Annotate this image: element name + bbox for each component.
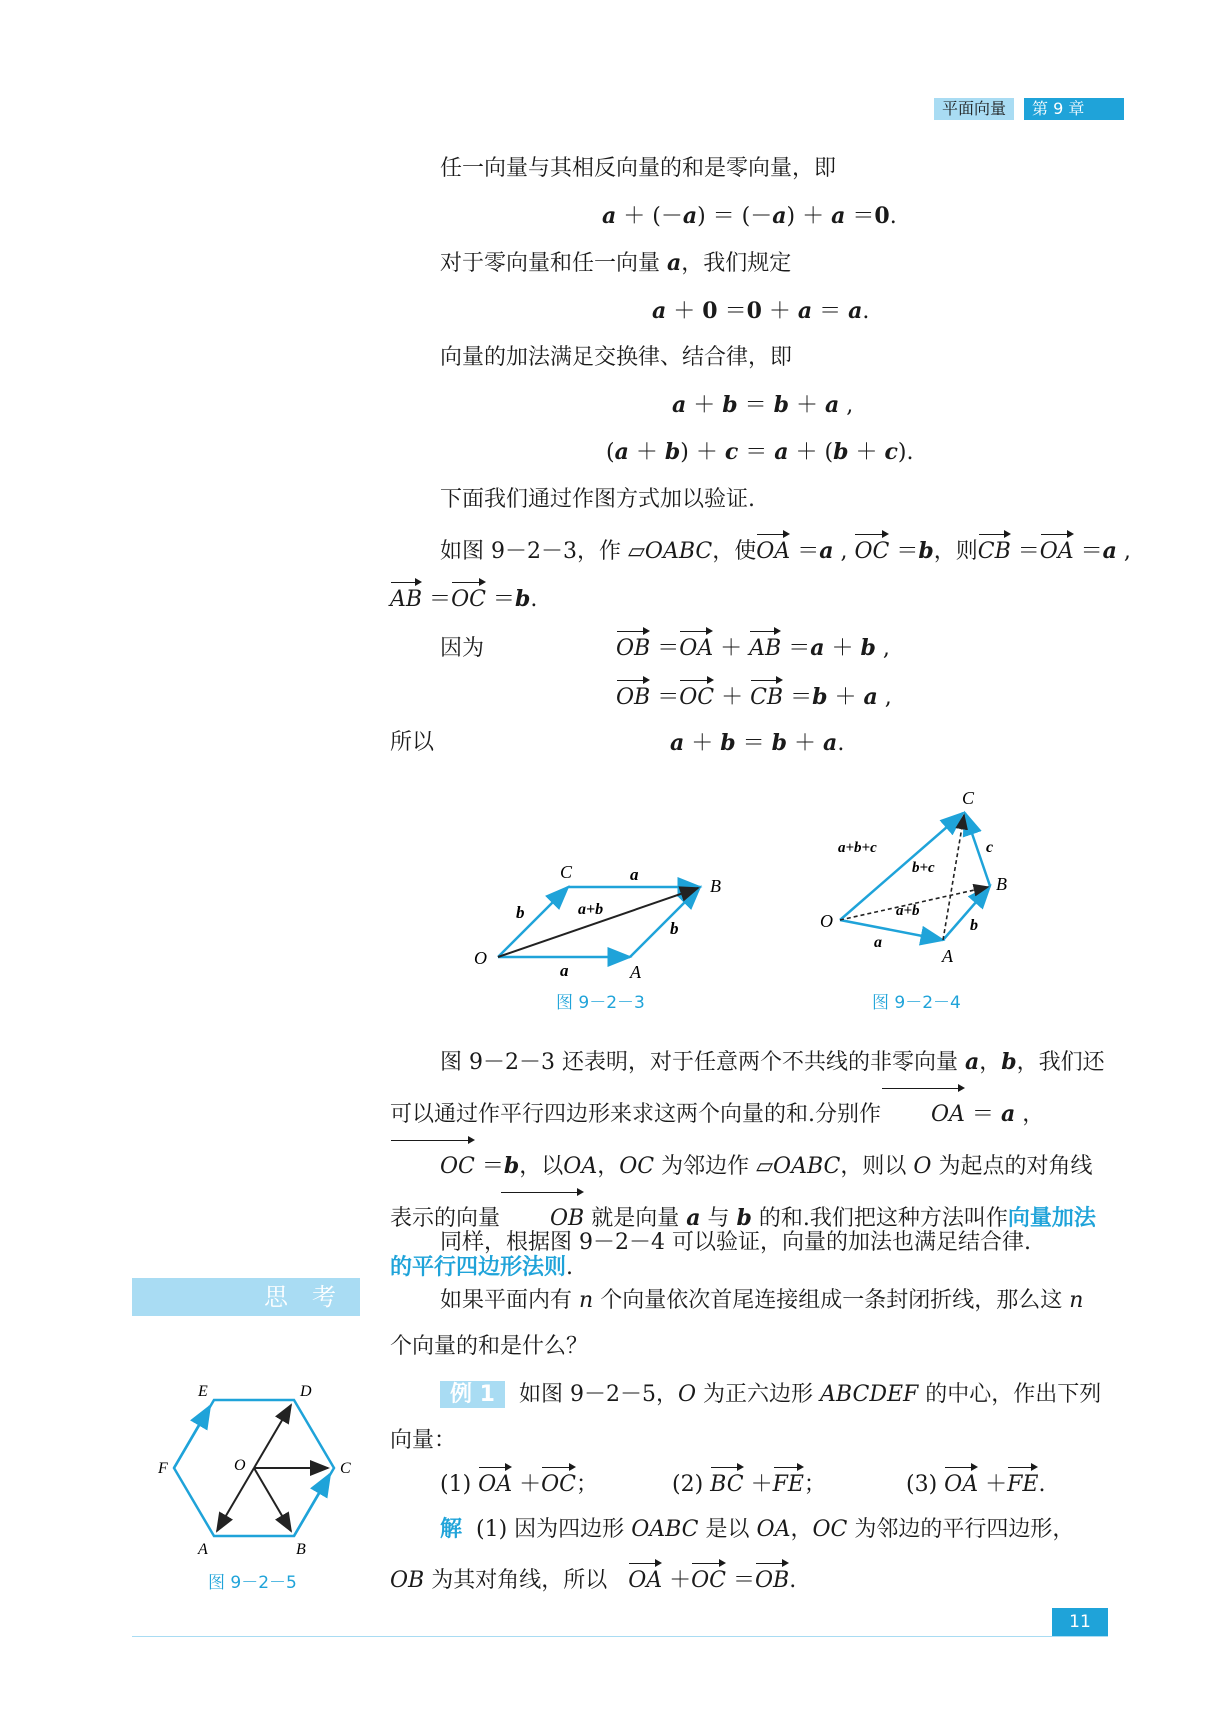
label-vec-c: c (986, 839, 994, 856)
figure-9-2-5 (150, 1378, 360, 1558)
figure-9-2-3 (460, 840, 760, 980)
formula-commutative: a ＋ b ＝ b ＋ a , (672, 392, 854, 418)
label-a: A (630, 962, 641, 980)
vector-ab (630, 887, 700, 957)
label-vec-b: b (970, 917, 978, 934)
label-vec-a: a (874, 934, 882, 951)
formula-associative: (a ＋ b) ＋ c ＝ a ＋ (b ＋ c). (606, 439, 914, 465)
example-q2: (2) BC ＋FE； (672, 1466, 826, 1500)
label-b-plus-c: b+c (912, 860, 935, 876)
footer-rule (132, 1636, 1108, 1637)
text-line-1: 任一向量与其相反向量的和是零向量，即 (440, 156, 837, 181)
label-c: C (560, 862, 573, 882)
label-b-left: b (516, 903, 525, 922)
label-b: B (996, 874, 1007, 894)
formula-ob-1: OB ＝OA ＋ AB ＝a ＋ b , (616, 630, 890, 664)
label-o: O (474, 948, 487, 968)
header-section: 平面向量 (934, 98, 1014, 120)
page-number: 11 (1052, 1608, 1108, 1636)
caption-9-2-4: 图 9－2－4 (872, 993, 961, 1013)
example-1: 例 1 如图 9－2－5，O 为正六边形 ABCDEF 的中心，作出下列向量： (390, 1382, 1102, 1453)
text-line-3: 对于零向量和任一向量 a，我们规定 (440, 250, 792, 276)
solution-line-1: 解 (1) 因为四边形 OABC 是以 OA，OC 为邻边的平行四边形， (440, 1516, 1075, 1542)
example-q1: (1) OA ＋OC； (440, 1466, 598, 1500)
text-associative-verify: 同样，根据图 9－2－4 可以验证，向量的加法也满足结合律. (440, 1230, 1031, 1255)
think-label: 思考 (132, 1278, 360, 1316)
so-label: 所以 (390, 730, 435, 755)
label-a-plus-b-plus-c: a+b+c (838, 840, 877, 856)
text-line-9: 如图 9－2－3，作 ▱OABC，使OA ＝a , OC ＝b，则CB ＝OA ＝a , (440, 533, 1131, 567)
text-line-10: AB ＝OC ＝b. (390, 581, 537, 615)
label-b: B (710, 876, 721, 896)
vector-oa (217, 1468, 254, 1531)
solution-label: 解 (440, 1516, 463, 1542)
label-a-top: a (630, 865, 639, 884)
label-o: O (234, 1457, 246, 1474)
example-badge: 例 1 (440, 1381, 505, 1408)
figure-9-2-4 (810, 790, 1030, 980)
text-line-5: 向量的加法满足交换律、结合律，即 (440, 345, 793, 370)
vector-od (254, 1405, 291, 1468)
formula-inverse: a ＋ (－a) ＝ (－a) ＋ a ＝0. (602, 203, 897, 229)
label-b: B (296, 1541, 306, 1558)
label-c: C (962, 790, 975, 808)
edge-bc-arrow (294, 1474, 330, 1536)
label-a: A (198, 1541, 208, 1558)
edge-fe-arrow (174, 1406, 210, 1468)
label-o: O (820, 911, 833, 931)
header-chapter: 第 9 章 (1024, 98, 1124, 120)
label-f: F (158, 1460, 168, 1477)
label-d: D (300, 1383, 312, 1400)
solution-line-2: OB 为其对角线，所以 OA ＋OC ＝OB. (390, 1562, 796, 1596)
caption-9-2-5: 图 9－2－5 (208, 1573, 297, 1593)
vector-ob (254, 1468, 291, 1531)
vector-oa (840, 920, 943, 940)
example-q3: (3) OA ＋FE. (906, 1466, 1045, 1500)
formula-zero: a ＋ 0 ＝0 ＋ a ＝ a. (652, 298, 870, 324)
label-a-bottom: a (560, 961, 569, 980)
label-a: A (942, 946, 953, 966)
term-parallelogram-rule: 向量加法的平行四边形法则 (390, 1205, 1096, 1280)
formula-conclusion: a ＋ b ＝ b ＋ a. (670, 730, 845, 756)
label-e: E (198, 1383, 208, 1400)
text-line-8: 下面我们通过作图方式加以验证. (440, 487, 755, 512)
paragraph-parallelogram-rule: 图 9－2－3 还表明，对于任意两个不共线的非零向量 a，b，我们还可以通过作平行四边形来求这两个向量的和.分别作 OA ＝ a ，OC ＝b，以OA，OC 为邻边作 ▱OABC，则以 O 为起点的对角线表示的向量 OB 就是向量 a 与 b 的和.我们把这种方法叫作向量加法的平行四边形法则. (390, 1049, 1105, 1280)
label-c: C (340, 1460, 351, 1477)
label-b-right: b (670, 919, 679, 938)
think-question: 如果平面内有 n 个向量依次首尾连接组成一条封闭折线，那么这 n 个向量的和是什么？ (390, 1288, 1084, 1359)
vector-ob (498, 888, 698, 957)
vector-oc (498, 887, 568, 957)
because-label: 因为 (440, 636, 485, 661)
vector-ab (943, 886, 990, 940)
label-a-plus-b: a+b (896, 903, 920, 919)
caption-9-2-3: 图 9－2－3 (556, 993, 645, 1013)
label-a-plus-b: a+b (578, 901, 604, 918)
formula-ob-2: OB ＝OC ＋ CB ＝b ＋ a , (616, 679, 892, 713)
